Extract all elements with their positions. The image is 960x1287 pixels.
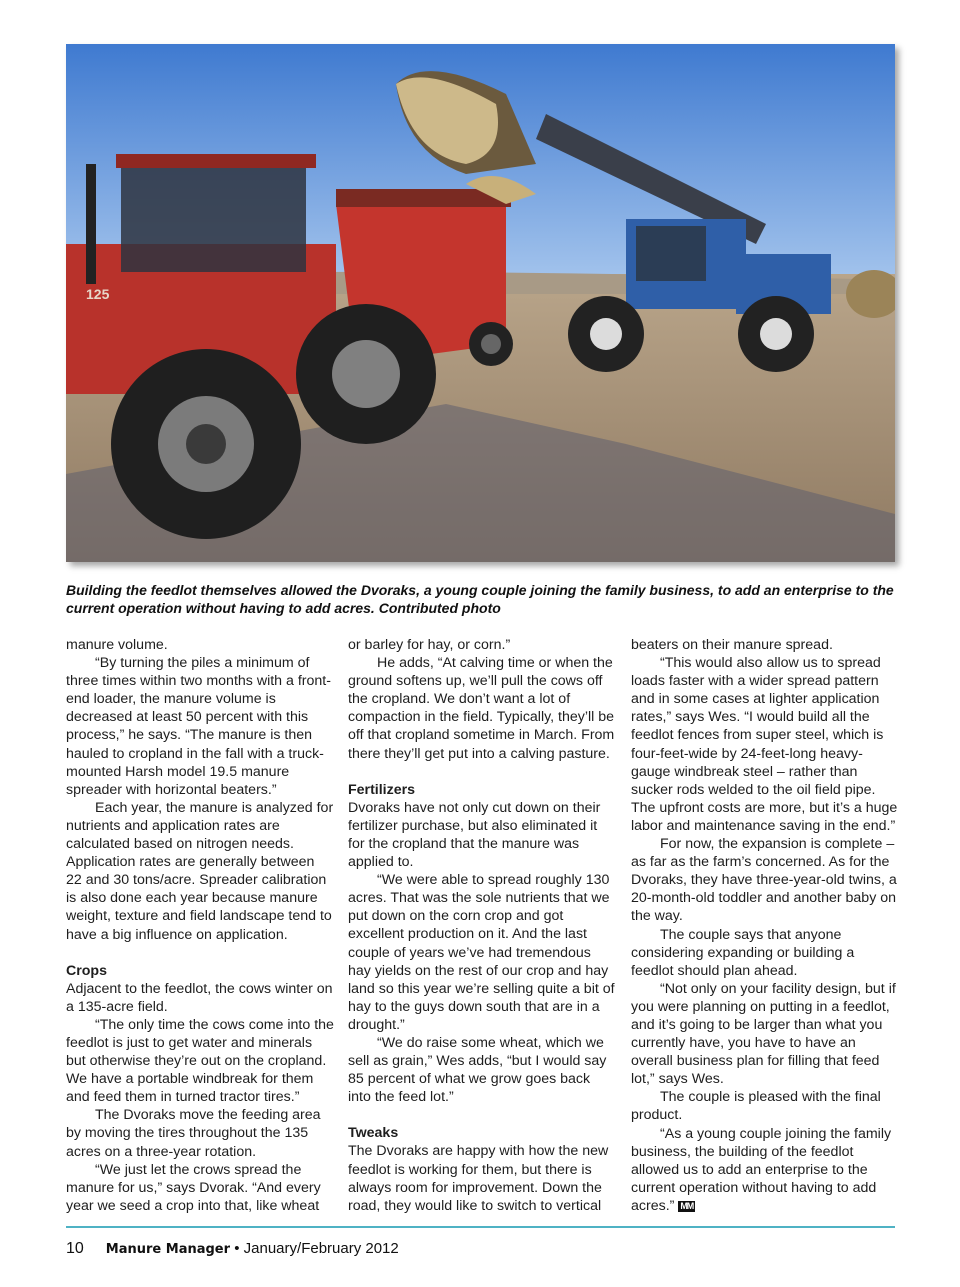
- magazine-name: Manure Manager: [105, 1242, 231, 1257]
- paragraph: “We do raise some wheat, which we sell as grain,” Wes adds, “but I would say 85 percent of what we grow goes back into the feed lot.”: [348, 1034, 607, 1106]
- section-heading-fertilizers: Fertilizers: [348, 781, 416, 798]
- paragraph: beaters on their manure spread.: [631, 637, 833, 653]
- article-column-3: [631, 636, 899, 1215]
- paragraph: “This would also allow us to spread loads faster with a wider spread pattern and in some cases at lighter application rates,” says Wes. “I would build all the feedlot fences from super steel, which is four-feet-wide by 24-feet-long heavy-gauge windbreak steel – rather than sucker rods welded to the oil field pipe. The upfront costs are more, but it’s a huge labor and maintenance saving in the end.”: [631, 655, 898, 834]
- section-heading-crops: Crops: [66, 962, 107, 979]
- tractor-number: 125: [86, 286, 110, 302]
- paragraph: or barley for hay, or corn.”: [348, 637, 511, 653]
- photo-caption: Building the feedlot themselves allowed the Dvoraks, a young couple joining the family business, to add an enterprise to the current operation without having to add acres. Contributed photo: [66, 582, 894, 616]
- footer-separator: •: [234, 1240, 240, 1257]
- page-number: 10: [66, 1240, 84, 1257]
- paragraph: Adjacent to the feedlot, the cows winter on a 135-acre field.: [66, 980, 333, 1015]
- end-mark-logo: MM: [680, 1200, 694, 1211]
- paragraph: He adds, “At calving time or when the ground softens up, we’ll pull the cows off the cropland. We don’t want a lot of compaction in the field. Typically, they’ll be off that cropland sometime in March. From there they’ll get put into a calving pasture.: [348, 655, 615, 762]
- issue-date: January/February 2012: [243, 1240, 399, 1257]
- paragraph: For now, the expansion is complete – as far as the farm’s concerned. As for the Dvoraks, they have three-year-old twins, a 20-month-old toddler and another baby on the way.: [631, 836, 897, 925]
- paragraph: “We were able to spread roughly 130 acres. That was the sole nutrients that we put down on the corn crop and got excellent production on it. And the last couple of years we’ve had tremendous hay yields on the rest of our crop and hay land so this year we’re selling quite a bit of hay to the guys down south that are in a drought.”: [348, 872, 615, 1033]
- paragraph: The couple says that anyone considering expanding or building a feedlot should plan ahead.: [631, 926, 855, 979]
- article-column-1: [66, 636, 334, 1215]
- paragraph: “The only time the cows come into the feedlot is just to get water and minerals but otherwise they’re out on the cropland. We have a portable windbreak for them and feed them in turned tractor tires.”: [66, 1016, 334, 1106]
- paragraph: The Dvoraks are happy with how the new feedlot is working for them, but there is always room for improvement. Down the road, they would like to switch to vertical: [348, 1143, 609, 1214]
- article-column-2: [348, 636, 616, 1215]
- paragraph: Each year, the manure is analyzed for nutrients and application rates are calculated based on nitrogen needs. Application rates are generally between 22 and 30 tons/acre. Spreader calibration is also done each year because manure weight, texture and field landscape tend to have a big influence on application.: [66, 799, 334, 943]
- section-heading-tweaks: Tweaks: [348, 1125, 399, 1142]
- page-footer: [66, 1240, 399, 1259]
- paragraph: “We just let the crows spread the manure for us,” says Dvorak. “And every year we seed a crop into that, like wheat: [66, 1161, 321, 1214]
- paragraph: “By turning the piles a minimum of three times within two months with a front-end loader, the manure volume is decreased at least 50 percent with this process,” he says. “The manure is then hauled to cropland in the fall with a truck-mounted Harsh model 19.5 manure spreader with horizontal beaters.”: [66, 655, 331, 798]
- paragraph: “Not only on your facility design, but if you were planning on putting in a feedlot, and it’s going to be larger than what you currently have, you have to have an overall business plan for filling that feed lot,” says Wes.: [631, 980, 896, 1088]
- feature-photo: [66, 44, 895, 562]
- paragraph: manure volume.: [66, 637, 168, 653]
- footer-rule: [66, 1226, 895, 1228]
- paragraph-final: [631, 1125, 899, 1215]
- paragraph: The couple is pleased with the final product.: [631, 1089, 881, 1124]
- paragraph-text: “As a young couple joining the family business, the building of the feedlot allowed us to add an enterprise to the current operation without having to add acres.”: [631, 1125, 892, 1214]
- paragraph: The Dvoraks move the feeding area by moving the tires throughout the 135 acres on a three-year rotation.: [66, 1107, 321, 1160]
- paragraph: Dvoraks have not only cut down on their fertilizer purchase, but also eliminated it for the cropland that the manure was applied to.: [348, 799, 601, 871]
- farm-equipment-illustration: [66, 44, 895, 562]
